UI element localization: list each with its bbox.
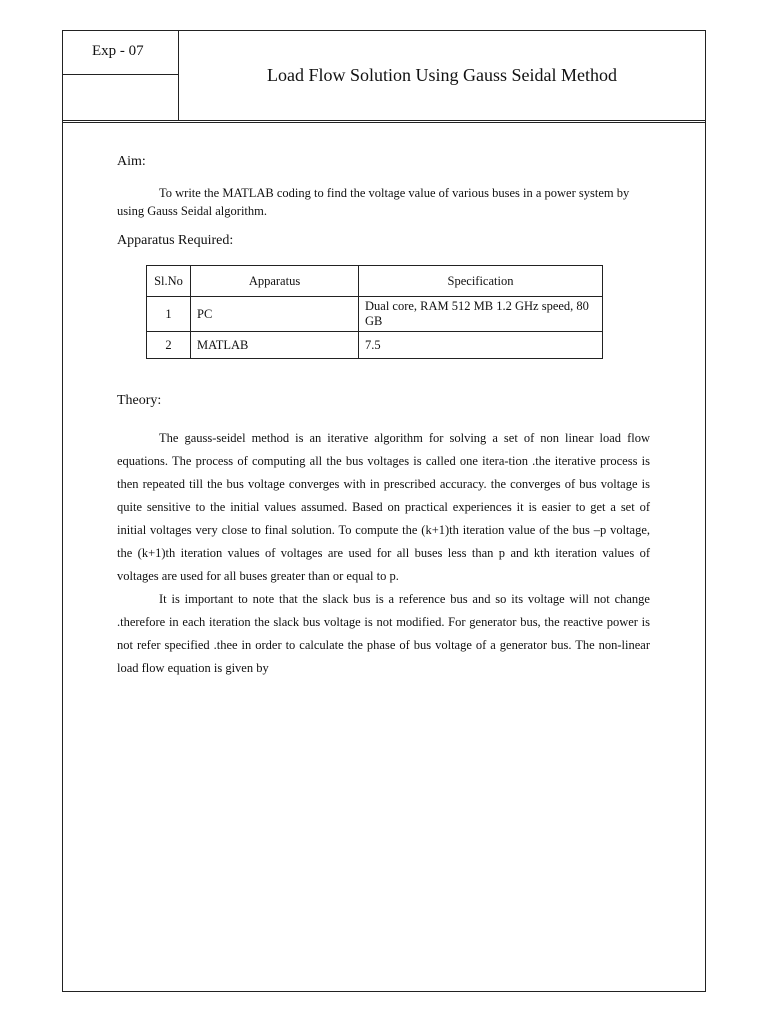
theory-text <box>117 427 650 680</box>
cell-slno: 2 <box>147 332 191 359</box>
table-header-row <box>147 266 603 297</box>
cell-slno: 1 <box>147 297 191 332</box>
table-row <box>147 297 603 332</box>
column-header-specification: Specification <box>359 266 603 297</box>
cell-specification: Dual core, RAM 512 MB 1.2 GHz speed, 80 GB <box>359 297 603 332</box>
cell-specification: 7.5 <box>359 332 603 359</box>
table-row <box>147 332 603 359</box>
column-header-slno: Sl.No <box>147 266 191 297</box>
aim-heading: Aim: <box>117 154 146 169</box>
theory-heading: Theory: <box>117 393 162 408</box>
apparatus-table <box>146 265 603 359</box>
column-header-apparatus: Apparatus <box>191 266 359 297</box>
apparatus-heading: Apparatus Required: <box>117 233 234 248</box>
header <box>63 31 705 123</box>
aim-text: To write the MATLAB coding to find the voltage value of various buses in a power system by using Gauss Seidal algorithm. <box>117 186 630 218</box>
theory-paragraph: It is important to note that the slack bus is a reference bus and so its voltage will not change .therefore in each iteration the slack bus voltage is not modified. For generator bus, the reactive power is not refer specified .thee in order to calculate the phase of bus voltage of a generator bus. The non-linear load flow equation is given by <box>117 592 650 675</box>
cell-apparatus: PC <box>191 297 359 332</box>
exp-number: Exp - 07 <box>63 31 179 75</box>
theory-paragraph: The gauss-seidel method is an iterative algorithm for solving a set of non linear load flow equations. The process of computing all the bus voltages is called one itera-tion .the iterative process is then repeated till the bus voltage converges with in prescribed accuracy. the converges of bus voltage is quite sensitive to the initial values assumed. Based on practical experiences it is easier to get a set of initial voltages very close to final solution. To compute the (k+1)th iteration value of the bus –p voltage, the (k+1)th iteration values of voltages are used for all buses less than p and kth iteration values of voltages are used for all buses greater than or equal to p. <box>117 431 650 583</box>
cell-apparatus: MATLAB <box>191 332 359 359</box>
page-title: Load Flow Solution Using Gauss Seidal Method <box>267 65 617 85</box>
exp-blank-cell <box>63 75 179 121</box>
